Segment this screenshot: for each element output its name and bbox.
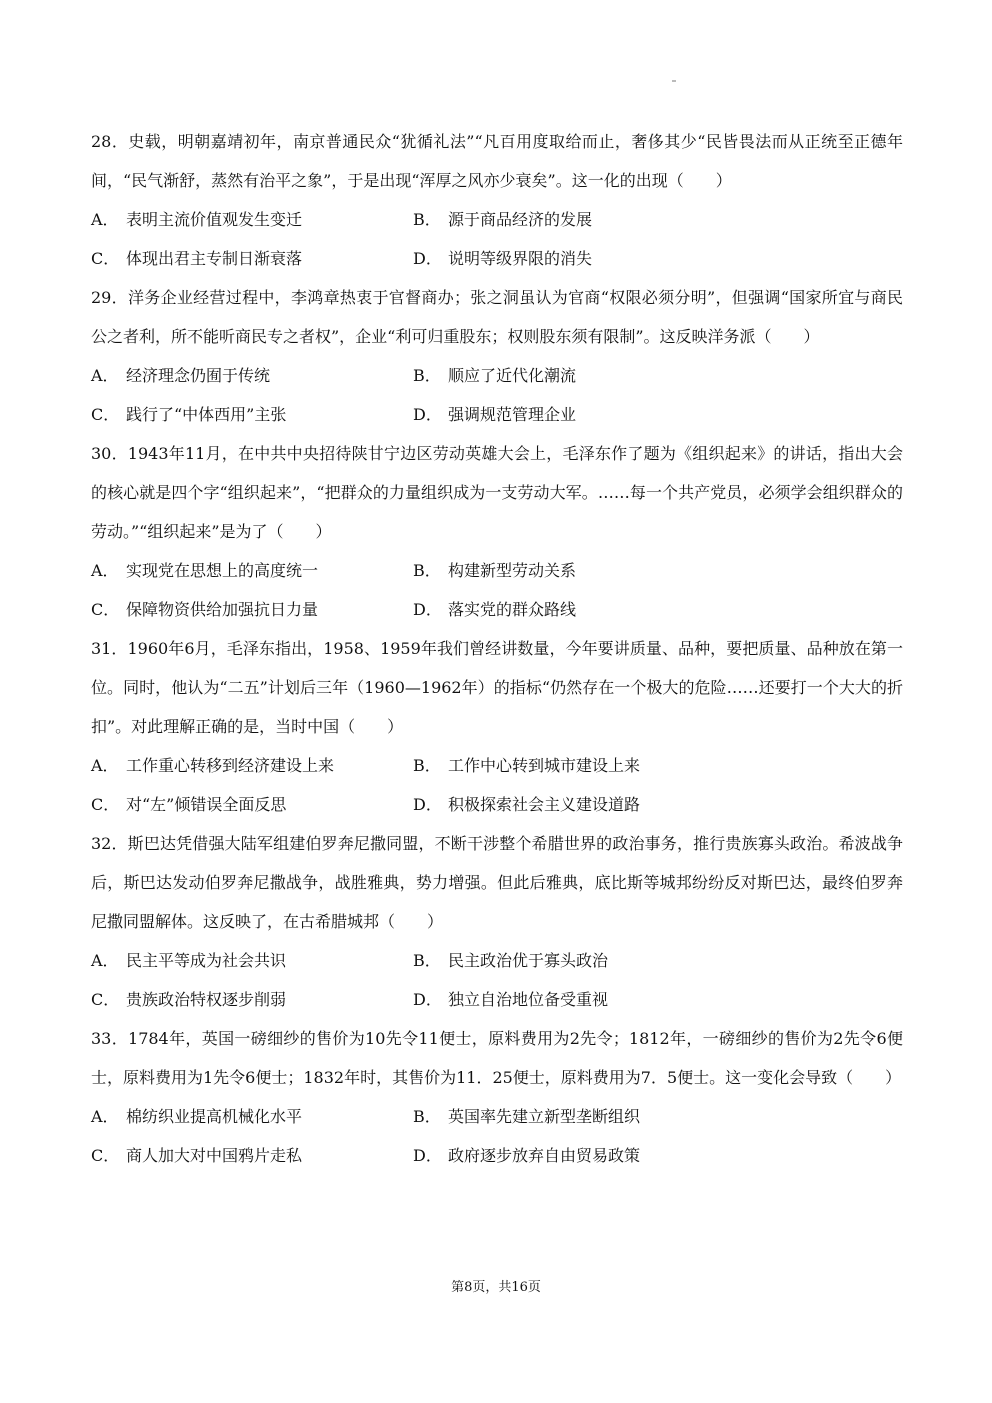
option-d bbox=[413, 395, 576, 434]
option-text: 政府逐步放弃自由贸易政策 bbox=[448, 1146, 641, 1165]
option-text: 体现出君主专制日渐衰落 bbox=[126, 249, 303, 268]
question-stem: 28．史载，明朝嘉靖初年，南京普通民众“犹循礼法”“凡百用度取给而止，奢侈其少“民皆畏法而从正统至正德年间，“民气渐舒，蒸然有治平之象”，于是出现“浑厚之风亦少衰矣”。这一化的出现（ ） bbox=[91, 132, 903, 190]
option-d bbox=[413, 980, 608, 1019]
option-row bbox=[91, 551, 903, 590]
question-28 bbox=[91, 122, 903, 278]
question-stem: 31．1960年6月，毛泽东指出，1958、1959年我们曾经讲数量，今年要讲质量、品种，要把质量、品种放在第一位。同时，他认为“二五”计划后三年（1960—1962年）的指标“仍然存在一个极大的危险……还要打一个大大的折扣”。对此理解正确的是，当时中国（ ） bbox=[91, 639, 903, 736]
option-text: 说明等级界限的消失 bbox=[448, 249, 593, 268]
option-letter: B． bbox=[413, 1107, 441, 1126]
option-letter: A． bbox=[91, 366, 119, 385]
option-text: 落实党的群众路线 bbox=[448, 600, 577, 619]
option-row bbox=[91, 395, 903, 434]
page-number: 第8页，共16页 bbox=[451, 1280, 541, 1295]
option-text: 对“左”倾错误全面反思 bbox=[126, 795, 287, 814]
option-row bbox=[91, 239, 903, 278]
option-d bbox=[413, 239, 592, 278]
option-text: 独立自治地位备受重视 bbox=[448, 990, 609, 1009]
option-b bbox=[413, 746, 640, 785]
option-text: 工作重心转移到经济建设上来 bbox=[126, 756, 335, 775]
option-c bbox=[91, 980, 413, 1019]
option-letter: B． bbox=[413, 210, 441, 229]
option-row bbox=[91, 590, 903, 629]
option-d bbox=[413, 590, 576, 629]
option-c bbox=[91, 395, 413, 434]
option-b bbox=[413, 941, 608, 980]
option-letter: A． bbox=[91, 1107, 119, 1126]
option-letter: D． bbox=[413, 1146, 442, 1165]
option-letter: B． bbox=[413, 366, 441, 385]
option-a bbox=[91, 1097, 413, 1136]
option-letter: C． bbox=[91, 600, 120, 619]
option-text: 实现党在思想上的高度统一 bbox=[126, 561, 319, 580]
option-letter: B． bbox=[413, 951, 441, 970]
option-b bbox=[413, 200, 592, 239]
option-text: 表明主流价值观发生变迁 bbox=[126, 210, 303, 229]
option-letter: C． bbox=[91, 795, 120, 814]
option-letter: A． bbox=[91, 756, 119, 775]
question-stem: 33．1784年，英国一磅细纱的售价为10先令11便士，原料费用为2先令；1812年，一磅细纱的售价为2先令6便士，原料费用为1先令6便士；1832年时，其售价为11．25便士，原料费用为7．5便士。这一变化会导致（ ） bbox=[91, 1029, 903, 1087]
option-letter: A． bbox=[91, 561, 119, 580]
option-b bbox=[413, 1097, 640, 1136]
option-c bbox=[91, 239, 413, 278]
question-list bbox=[91, 122, 903, 1175]
option-a bbox=[91, 746, 413, 785]
option-c bbox=[91, 1136, 413, 1175]
option-row bbox=[91, 980, 903, 1019]
option-a bbox=[91, 551, 413, 590]
option-letter: D． bbox=[413, 249, 442, 268]
option-text: 民主政治优于寡头政治 bbox=[448, 951, 609, 970]
option-d bbox=[413, 1136, 640, 1175]
question-31 bbox=[91, 629, 903, 824]
option-text: 经济理念仍囿于传统 bbox=[126, 366, 271, 385]
option-text: 源于商品经济的发展 bbox=[448, 210, 593, 229]
option-row bbox=[91, 1136, 903, 1175]
option-text: 民主平等成为社会共识 bbox=[126, 951, 287, 970]
option-row bbox=[91, 200, 903, 239]
option-letter: C． bbox=[91, 405, 120, 424]
option-a bbox=[91, 200, 413, 239]
option-c bbox=[91, 785, 413, 824]
option-row bbox=[91, 785, 903, 824]
question-32 bbox=[91, 824, 903, 1019]
option-letter: B． bbox=[413, 561, 441, 580]
question-stem: 29．洋务企业经营过程中，李鸿章热衷于官督商办；张之洞虽认为官商“权限必须分明”，但强调“国家所宜与商民公之者利，所不能听商民专之者权”，企业“利可归重股东；权则股东须有限制”。这反映洋务派（ ） bbox=[91, 288, 903, 346]
option-letter: C． bbox=[91, 990, 120, 1009]
option-text: 践行了“中体西用”主张 bbox=[126, 405, 287, 424]
question-30 bbox=[91, 434, 903, 629]
option-text: 顺应了近代化潮流 bbox=[448, 366, 577, 385]
option-text: 工作中心转到城市建设上来 bbox=[448, 756, 641, 775]
option-row bbox=[91, 356, 903, 395]
option-letter: C． bbox=[91, 249, 120, 268]
option-text: 强调规范管理企业 bbox=[448, 405, 577, 424]
question-stem: 32．斯巴达凭借强大陆军组建伯罗奔尼撒同盟，不断干涉整个希腊世界的政治事务，推行贵族寡头政治。希波战争后，斯巴达发动伯罗奔尼撒战争，战胜雅典，势力增强。但此后雅典，底比斯等城邦纷纷反对斯巴达，最终伯罗奔尼撒同盟解体。这反映了，在古希腊城邦（ ） bbox=[91, 834, 903, 931]
option-a bbox=[91, 941, 413, 980]
option-text: 商人加大对中国鸦片走私 bbox=[126, 1146, 303, 1165]
option-text: 英国率先建立新型垄断组织 bbox=[448, 1107, 641, 1126]
question-33 bbox=[91, 1019, 903, 1175]
option-a bbox=[91, 356, 413, 395]
option-letter: D． bbox=[413, 600, 442, 619]
option-row bbox=[91, 1097, 903, 1136]
scan-mark bbox=[672, 80, 676, 82]
option-letter: A． bbox=[91, 951, 119, 970]
option-d bbox=[413, 785, 640, 824]
option-row bbox=[91, 746, 903, 785]
option-text: 保障物资供给加强抗日力量 bbox=[126, 600, 319, 619]
question-stem: 30．1943年11月，在中共中央招待陕甘宁边区劳动英雄大会上，毛泽东作了题为《组织起来》的讲话，指出大会的核心就是四个字“组织起来”，“把群众的力量组织成为一支劳动大军。……每一个共产党员，必须学会组织群众的劳动。”“组织起来”是为了（ ） bbox=[91, 444, 903, 541]
option-letter: B． bbox=[413, 756, 441, 775]
option-c bbox=[91, 590, 413, 629]
option-text: 积极探索社会主义建设道路 bbox=[448, 795, 641, 814]
option-letter: C． bbox=[91, 1146, 120, 1165]
option-b bbox=[413, 356, 576, 395]
option-letter: D． bbox=[413, 405, 442, 424]
option-letter: A． bbox=[91, 210, 119, 229]
option-text: 棉纺织业提高机械化水平 bbox=[126, 1107, 303, 1126]
option-row bbox=[91, 941, 903, 980]
option-letter: D． bbox=[413, 795, 442, 814]
option-letter: D． bbox=[413, 990, 442, 1009]
option-text: 贵族政治特权逐步削弱 bbox=[126, 990, 287, 1009]
question-29 bbox=[91, 278, 903, 434]
option-b bbox=[413, 551, 576, 590]
option-text: 构建新型劳动关系 bbox=[448, 561, 577, 580]
